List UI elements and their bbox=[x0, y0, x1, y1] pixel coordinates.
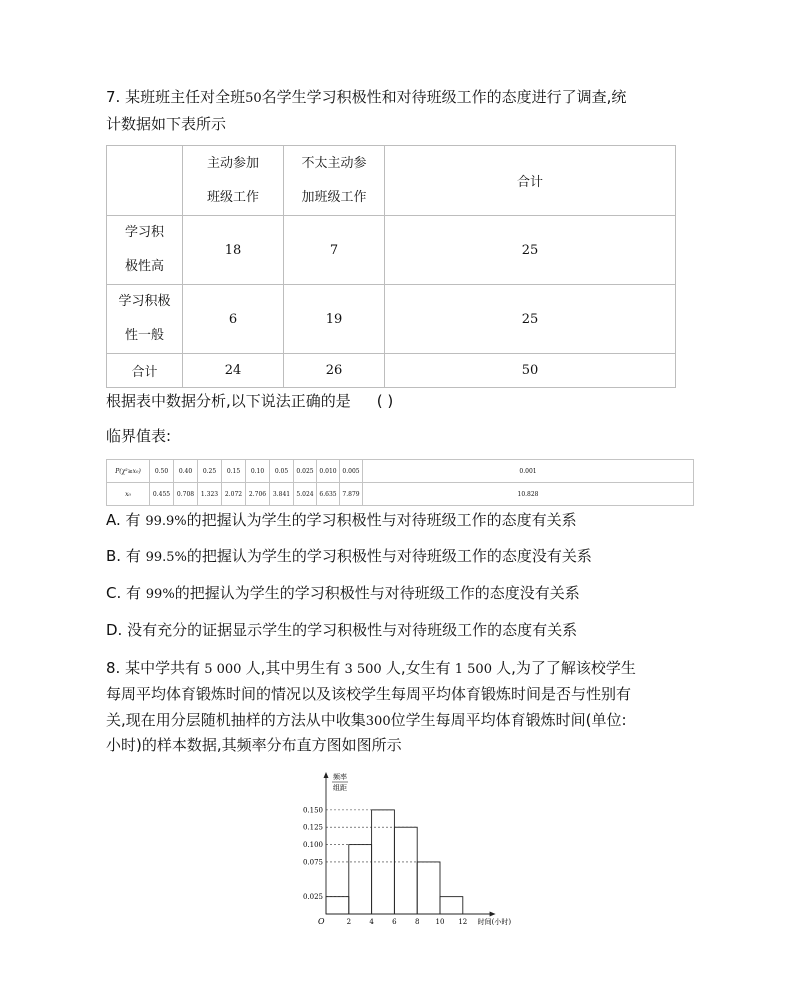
q7-line1 bbox=[106, 86, 626, 107]
header-cell-total: 合计 bbox=[385, 146, 676, 216]
table-header-row bbox=[107, 146, 676, 216]
table-row bbox=[107, 285, 676, 354]
y-tick-label: 0.075 bbox=[302, 858, 323, 867]
contingency-table bbox=[106, 145, 676, 388]
header-cell-active: 主动参加 班级工作 bbox=[183, 146, 284, 216]
table-cell: 2.706 bbox=[246, 483, 270, 506]
q8-sample-count: 300 bbox=[365, 714, 391, 729]
x-tick-label: 2 bbox=[346, 918, 352, 926]
table-cell: 10.828 bbox=[363, 483, 694, 506]
x-tick-label: 8 bbox=[414, 918, 420, 926]
table-cell: 25 bbox=[385, 216, 676, 285]
x-tick-label: 10 bbox=[435, 918, 445, 926]
option-b[interactable]: B. 有 99.5%的把握认为学生的学习积极性与对待班级工作的态度没有关系 bbox=[106, 547, 592, 565]
x-axis-label: 时间(小时) bbox=[477, 918, 512, 926]
table-cell: 19 bbox=[284, 285, 385, 354]
y-tick-label: 0.100 bbox=[302, 841, 323, 850]
table-cell: 0.40 bbox=[174, 460, 198, 483]
q8-line4: 小时)的样本数据,其频率分布直方图如图所示 bbox=[106, 736, 402, 754]
critical-row-label: P(χ²≥x₀) bbox=[107, 460, 150, 483]
table-cell: 2.072 bbox=[222, 483, 246, 506]
row-label: 合计 bbox=[107, 354, 183, 388]
critical-value-table bbox=[106, 459, 694, 506]
table-cell: 0.025 bbox=[294, 460, 317, 483]
table-cell: 0.05 bbox=[270, 460, 294, 483]
x-tick-label: 6 bbox=[392, 918, 397, 926]
histogram-bar bbox=[326, 897, 349, 914]
table-cell: 7 bbox=[284, 216, 385, 285]
option-a-percent: 99.9% bbox=[145, 514, 187, 529]
option-a[interactable]: A. 有 99.9%的把握认为学生的学习积极性与对待班级工作的态度有关系 bbox=[106, 511, 577, 529]
option-c[interactable]: C. 有 99%的把握认为学生的学习积极性与对待班级工作的态度没有关系 bbox=[106, 584, 580, 602]
x-axis-arrow bbox=[490, 912, 496, 917]
table-cell: 1.323 bbox=[198, 483, 222, 506]
critical-row-label: x₀ bbox=[107, 483, 150, 506]
y-axis-arrow bbox=[324, 772, 329, 778]
q7-prompt: 根据表中数据分析,以下说法正确的是 ( ) bbox=[106, 392, 394, 410]
q8-line3: 关,现在用分层随机抽样的方法从中收集300位学生每周平均体育锻炼时间(单位: bbox=[106, 711, 627, 729]
critical-value-label: 临界值表: bbox=[106, 427, 172, 445]
origin-label: O bbox=[318, 917, 325, 926]
table-cell: 0.005 bbox=[340, 460, 363, 483]
q8-line2: 每周平均体育锻炼时间的情况以及该校学生每周平均体育锻炼时间是否与性别有 bbox=[106, 685, 632, 703]
table-cell: 25 bbox=[385, 285, 676, 354]
table-cell: 0.001 bbox=[363, 460, 694, 483]
histogram-bar bbox=[440, 897, 463, 914]
table-cell: 3.841 bbox=[270, 483, 294, 506]
table-cell: 24 bbox=[183, 354, 284, 388]
y-tick-label: 0.150 bbox=[302, 806, 323, 815]
table-cell: 6.635 bbox=[317, 483, 340, 506]
q7-text-a: 7. 某班班主任对全班 bbox=[106, 88, 246, 106]
q8-female-count: 1 500 bbox=[450, 662, 497, 677]
table-corner-cell bbox=[107, 146, 183, 216]
table-cell: 0.50 bbox=[150, 460, 174, 483]
histogram-bar bbox=[417, 862, 440, 914]
table-row bbox=[107, 354, 676, 388]
table-cell: 0.455 bbox=[150, 483, 174, 506]
q8-total-count: 5 000 bbox=[200, 662, 246, 677]
x-tick-label: 4 bbox=[369, 918, 374, 926]
y-axis-label-bottom: 组距 bbox=[333, 784, 347, 792]
critical-prob-row bbox=[107, 460, 694, 483]
option-b-percent: 99.5% bbox=[145, 550, 187, 565]
y-tick-label: 0.025 bbox=[302, 893, 323, 902]
table-cell: 7.879 bbox=[340, 483, 363, 506]
table-cell: 5.024 bbox=[294, 483, 317, 506]
table-cell: 0.10 bbox=[246, 460, 270, 483]
table-cell: 0.25 bbox=[198, 460, 222, 483]
y-axis-label-top: 频率 bbox=[333, 773, 347, 781]
option-d[interactable]: D. 没有充分的证据显示学生的学习积极性与对待班级工作的态度有关系 bbox=[106, 621, 578, 639]
table-cell: 6 bbox=[183, 285, 284, 354]
x-tick-label: 12 bbox=[458, 918, 468, 926]
frequency-histogram bbox=[280, 768, 520, 928]
q7-student-count: 50 bbox=[245, 91, 262, 106]
option-c-percent: 99% bbox=[145, 587, 175, 602]
critical-value-row bbox=[107, 483, 694, 506]
table-row bbox=[107, 216, 676, 285]
q8-male-count: 3 500 bbox=[340, 662, 386, 677]
header-cell-inactive: 不太主动参 加班级工作 bbox=[284, 146, 385, 216]
table-cell: 0.708 bbox=[174, 483, 198, 506]
table-cell: 50 bbox=[385, 354, 676, 388]
q7-text-b: 名学生学习积极性和对待班级工作的态度进行了调查,统 bbox=[261, 88, 627, 106]
table-cell: 18 bbox=[183, 216, 284, 285]
row-label: 学习积极 性一般 bbox=[107, 285, 183, 354]
q7-line2: 计数据如下表所示 bbox=[106, 115, 227, 133]
histogram-bar bbox=[394, 827, 417, 914]
histogram-bar bbox=[349, 845, 372, 914]
table-cell: 0.15 bbox=[222, 460, 246, 483]
table-cell: 0.010 bbox=[317, 460, 340, 483]
q8-line1: 8. 某中学共有 5 000 人,其中男生有 3 500 人,女生有 1 500 人,为了了解该校学生 bbox=[106, 659, 636, 677]
table-cell: 26 bbox=[284, 354, 385, 388]
row-label: 学习积 极性高 bbox=[107, 216, 183, 285]
y-tick-label: 0.125 bbox=[302, 823, 323, 832]
answer-parentheses: ( ) bbox=[376, 392, 394, 410]
